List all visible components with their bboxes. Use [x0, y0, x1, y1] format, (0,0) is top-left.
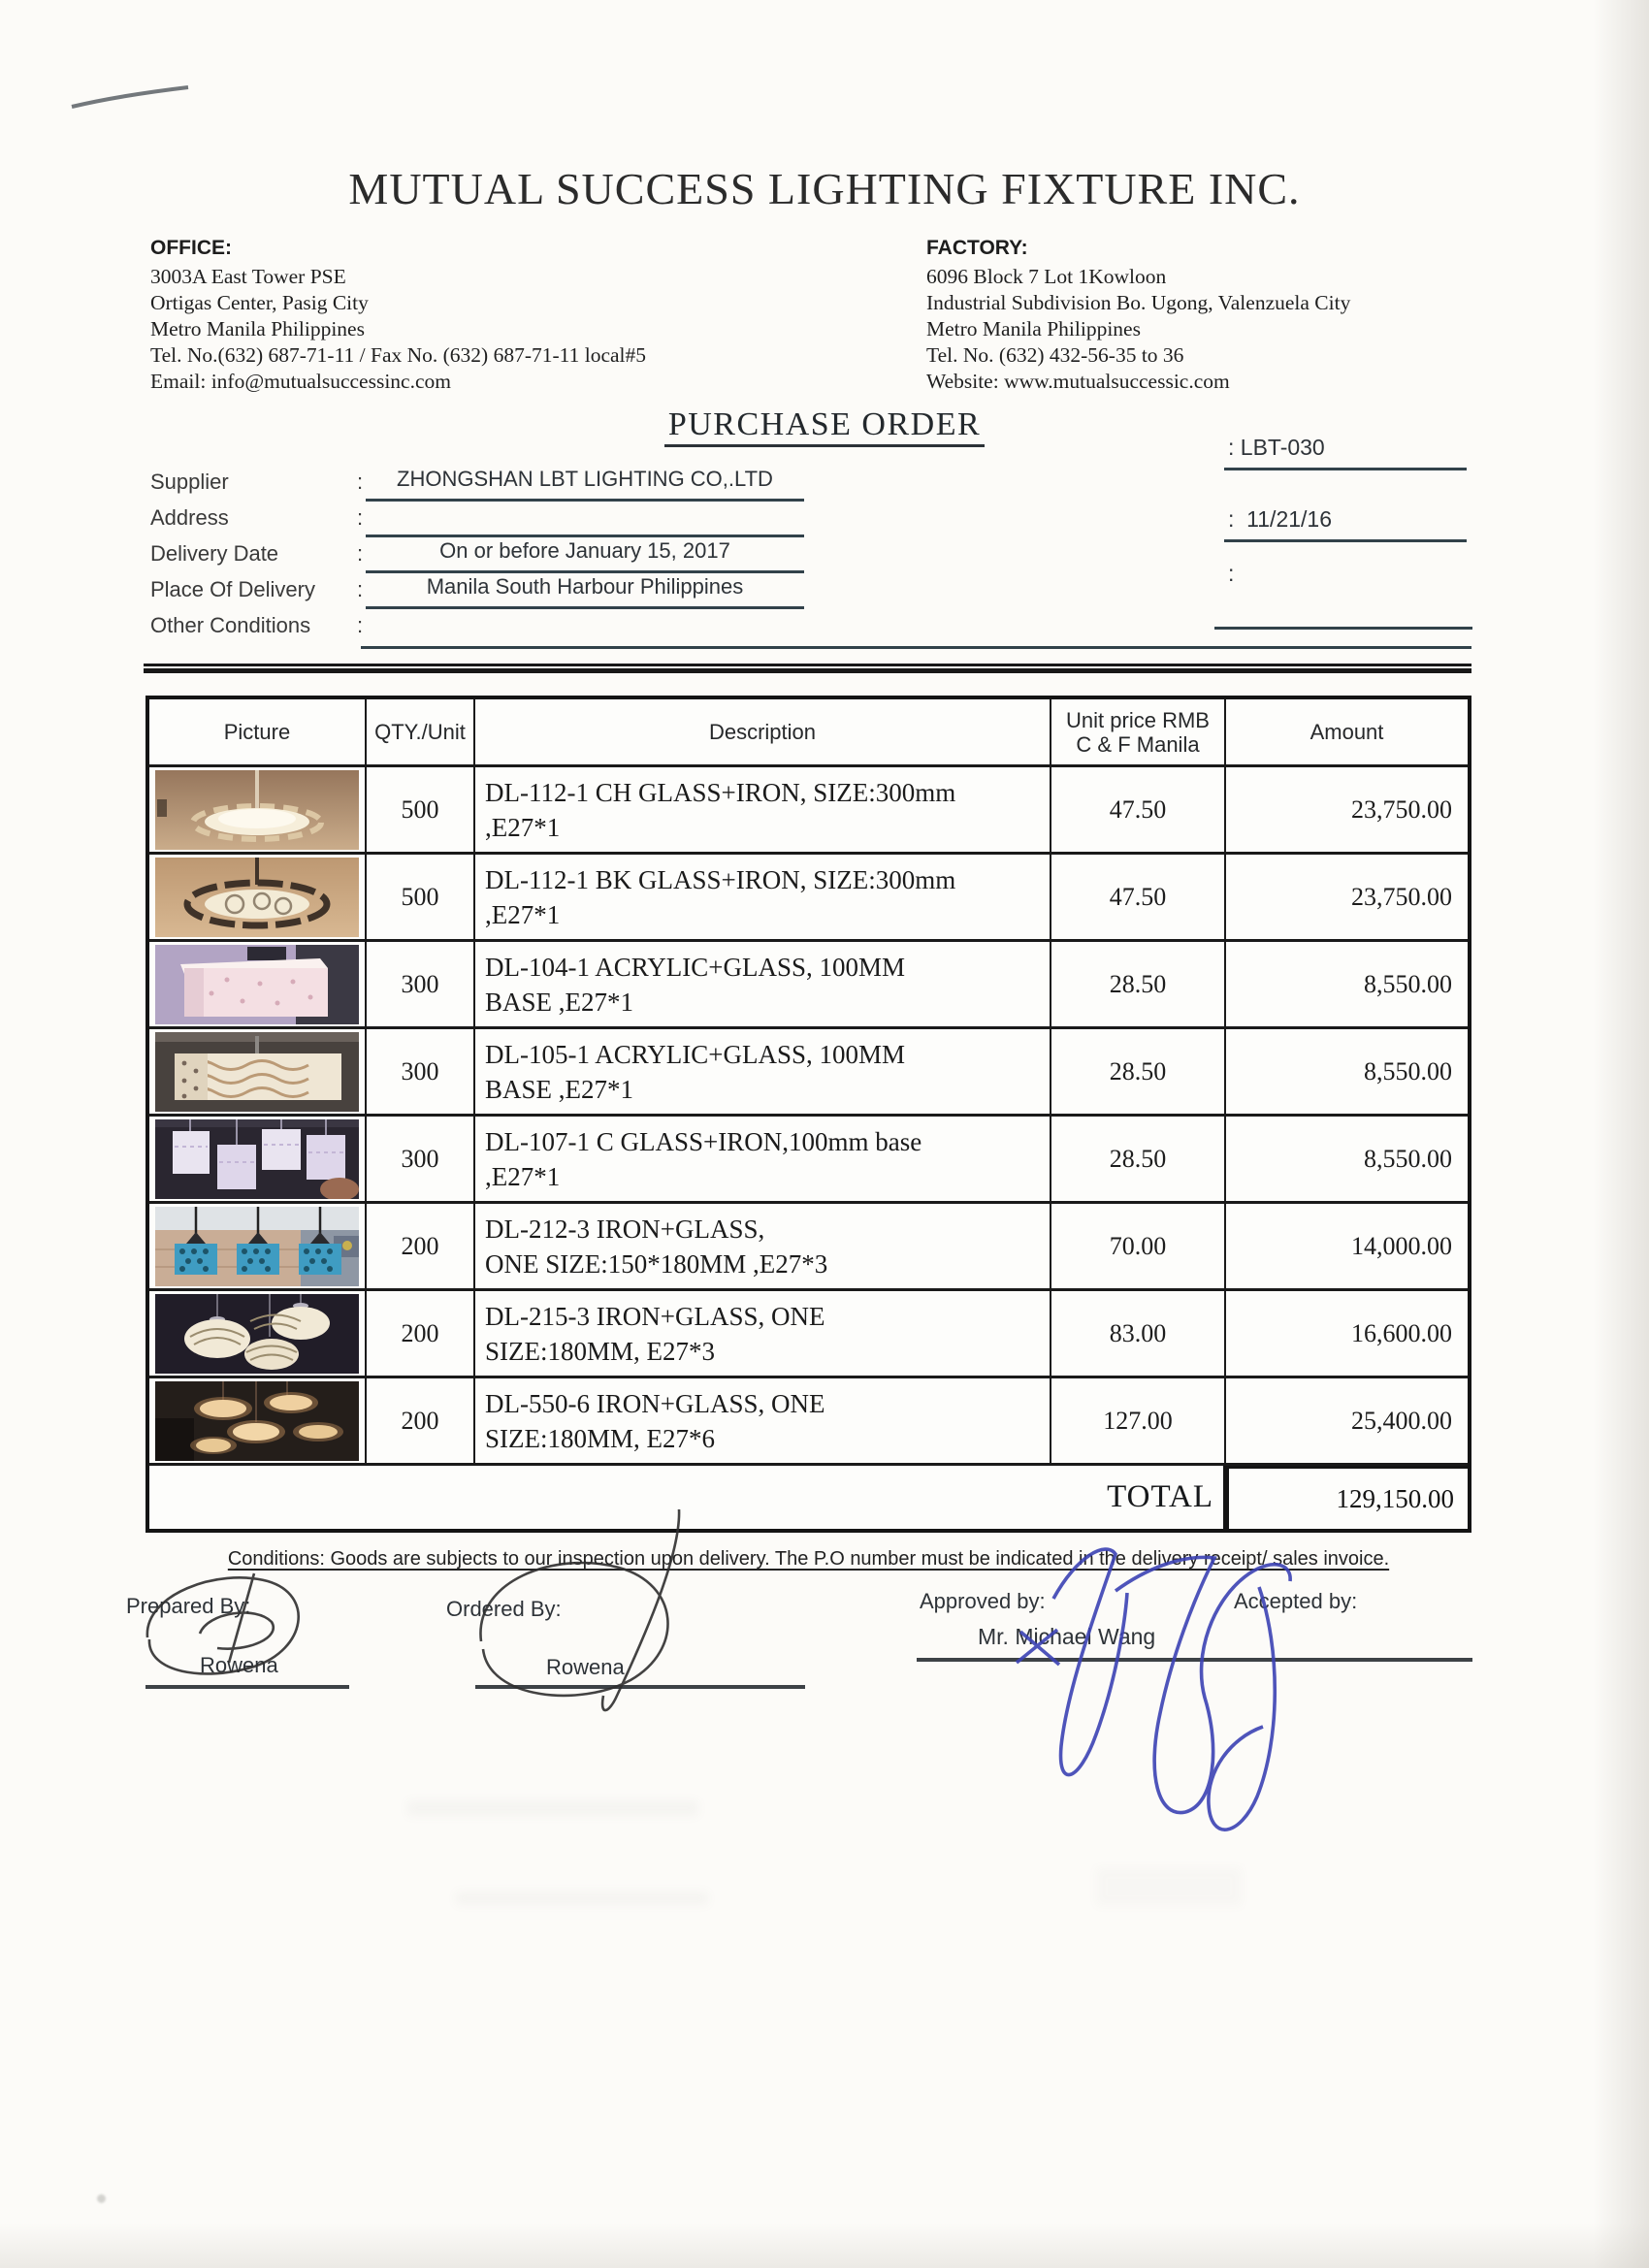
description-line2: BASE ,E27*1	[485, 1074, 634, 1104]
approved-by-name: Mr. Michael Wang	[978, 1624, 1156, 1649]
prepared-by-label: Prepared By:	[126, 1594, 251, 1618]
office-label: OFFICE:	[150, 237, 232, 259]
scan-edge-shading-bottom	[0, 2223, 1649, 2268]
table-total-amount: 129,150.00	[1226, 1466, 1468, 1529]
description-line2: ,E27*1	[485, 812, 561, 842]
prepared-by-name: Rowena	[200, 1653, 278, 1677]
field-colon: :	[357, 577, 364, 601]
po-date-colon: :	[1228, 506, 1235, 532]
table-header-unit-price	[1051, 699, 1226, 767]
chrome-disc-pendant-photo	[155, 770, 359, 850]
table-cell-qty: 300	[367, 1029, 475, 1117]
factory-line: Tel. No. (632) 432-56-35 to 36	[926, 343, 1184, 367]
blue-honeycomb-pendants-photo	[155, 1207, 359, 1286]
field-value-supplier: ZHONGSHAN LBT LIGHTING CO,.LTD	[397, 467, 773, 491]
table-cell-qty: 500	[367, 855, 475, 942]
acrylic-patterned-lamp-photo	[155, 1032, 359, 1112]
field-underline	[366, 606, 804, 609]
table-cell-amount: 8,550.00	[1226, 1117, 1468, 1204]
table-cell-description	[475, 1029, 1051, 1117]
table-cell-qty: 300	[367, 1117, 475, 1204]
scan-smudge	[1096, 1867, 1242, 1906]
table-cell-description	[475, 1291, 1051, 1378]
acrylic-box-lamp-photo	[155, 945, 359, 1024]
scan-edge-shading-right	[1593, 0, 1649, 2268]
po-date	[1228, 506, 1332, 533]
glowing-disc-ceiling-photo	[155, 1381, 359, 1461]
office-address-block	[150, 235, 694, 395]
ordered-by-signature-line	[475, 1685, 805, 1689]
table-row-picture	[149, 855, 367, 942]
description-line2: ,E27*1	[485, 899, 561, 929]
field-underline-long	[361, 646, 1471, 649]
approved-accepted-signature-line	[917, 1658, 1472, 1662]
table-row-picture	[149, 1029, 367, 1117]
field-colon: :	[357, 470, 364, 494]
table-row-picture	[149, 1117, 367, 1204]
approved-by-label: Approved by:	[920, 1589, 1046, 1613]
po-extra-underline	[1214, 627, 1472, 630]
field-underline	[366, 499, 804, 502]
white-swirl-pendants-photo	[155, 1294, 359, 1374]
drum-shade-pendants-photo	[155, 1119, 359, 1199]
field-value-delivery-date: On or before January 15, 2017	[439, 538, 730, 563]
stray-pen-mark	[72, 87, 188, 107]
table-cell-unit-price: 28.50	[1051, 1029, 1226, 1117]
table-header-qty: QTY./Unit	[367, 699, 475, 767]
table-total-label: TOTAL	[149, 1466, 1226, 1529]
table-cell-amount: 8,550.00	[1226, 1029, 1468, 1117]
scan-smudge	[456, 1892, 708, 1905]
table-cell-description	[475, 855, 1051, 942]
table-cell-amount: 14,000.00	[1226, 1204, 1468, 1291]
description-line1: DL-215-3 IRON+GLASS, ONE	[485, 1301, 825, 1331]
table-cell-unit-price: 47.50	[1051, 767, 1226, 855]
ordered-by-name: Rowena	[546, 1655, 625, 1679]
table-cell-description	[475, 1204, 1051, 1291]
field-value-place-of-delivery: Manila South Harbour Philippines	[426, 574, 744, 599]
unit-price-header-line1: Unit price RMB	[1066, 707, 1210, 732]
factory-line: 6096 Block 7 Lot 1Kowloon	[926, 265, 1167, 288]
factory-line: Industrial Subdivision Bo. Ugong, Valenzuela City	[926, 291, 1351, 314]
field-label-address: Address	[150, 505, 229, 530]
field-underline	[366, 570, 804, 573]
table-cell-unit-price: 127.00	[1051, 1378, 1226, 1466]
table-cell-description	[475, 1117, 1051, 1204]
field-colon: :	[357, 541, 364, 566]
table-cell-amount: 25,400.00	[1226, 1378, 1468, 1466]
table-cell-unit-price: 83.00	[1051, 1291, 1226, 1378]
po-number-value: LBT-030	[1240, 435, 1325, 460]
field-colon: :	[357, 505, 364, 530]
company-title: MUTUAL SUCCESS LIGHTING FIXTURE INC.	[348, 164, 1301, 213]
table-cell-description	[475, 942, 1051, 1029]
table-cell-amount: 23,750.00	[1226, 855, 1468, 942]
table-cell-description	[475, 1378, 1051, 1466]
prepared-by-signature-line	[146, 1685, 349, 1689]
description-line2: BASE ,E27*1	[485, 987, 634, 1017]
field-label-supplier: Supplier	[150, 470, 229, 494]
factory-line: Metro Manila Philippines	[926, 317, 1141, 340]
table-cell-amount: 16,600.00	[1226, 1291, 1468, 1378]
description-line1: DL-550-6 IRON+GLASS, ONE	[485, 1388, 825, 1418]
table-row-picture	[149, 1204, 367, 1291]
table-cell-qty: 300	[367, 942, 475, 1029]
field-colon: :	[357, 613, 364, 637]
table-cell-description	[475, 767, 1051, 855]
ordered-by-label: Ordered By:	[446, 1597, 562, 1621]
table-cell-unit-price: 28.50	[1051, 1117, 1226, 1204]
table-cell-qty: 200	[367, 1204, 475, 1291]
table-header-picture: Picture	[149, 699, 367, 767]
table-cell-amount: 23,750.00	[1226, 767, 1468, 855]
field-label-delivery-date: Delivery Date	[150, 541, 279, 566]
table-row-picture	[149, 1378, 367, 1466]
description-line2: SIZE:180MM, E27*6	[485, 1423, 716, 1453]
table-cell-unit-price: 47.50	[1051, 855, 1226, 942]
accepted-by-label: Accepted by:	[1234, 1589, 1358, 1613]
field-label-other-conditions: Other Conditions	[150, 613, 311, 637]
items-table	[146, 696, 1471, 1533]
office-line: Tel. No.(632) 687-71-11 / Fax No. (632) 687-71-11 local#5	[150, 343, 647, 367]
factory-line: Website: www.mutualsuccessic.com	[926, 370, 1230, 393]
description-line2: ,E27*1	[485, 1161, 561, 1191]
table-cell-amount: 8,550.00	[1226, 942, 1468, 1029]
table-cell-qty: 200	[367, 1291, 475, 1378]
office-line: 3003A East Tower PSE	[150, 265, 346, 288]
office-line: Metro Manila Philippines	[150, 317, 365, 340]
office-line: Ortigas Center, Pasig City	[150, 291, 369, 314]
table-row-picture	[149, 942, 367, 1029]
description-line1: DL-105-1 ACRYLIC+GLASS, 100MM	[485, 1039, 906, 1069]
description-line1: DL-112-1 BK GLASS+IRON, SIZE:300mm	[485, 864, 956, 894]
po-extra-colon: :	[1228, 561, 1235, 586]
scan-smudge	[407, 1800, 698, 1816]
table-row-picture	[149, 767, 367, 855]
document-title: PURCHASE ORDER	[0, 406, 1649, 447]
field-underline	[366, 535, 804, 537]
po-number-colon: :	[1228, 435, 1235, 460]
table-header-amount: Amount	[1226, 699, 1468, 767]
factory-address-block	[926, 235, 1470, 395]
conditions-note: Conditions: Goods are subjects to our inspection upon delivery. The P.O number must be indicated in the delivery receipt/ sales invoice.	[227, 1548, 1390, 1570]
table-row-picture	[149, 1291, 367, 1378]
table-cell-qty: 200	[367, 1378, 475, 1466]
factory-label: FACTORY:	[926, 237, 1028, 259]
field-label-place-of-delivery: Place Of Delivery	[150, 577, 315, 601]
po-date-value: 11/21/16	[1246, 506, 1332, 532]
description-line1: DL-107-1 C GLASS+IRON,100mm base	[485, 1126, 922, 1156]
office-line: Email: info@mutualsuccessinc.com	[150, 370, 451, 393]
description-line1: DL-212-3 IRON+GLASS,	[485, 1214, 765, 1244]
scan-speck	[97, 2194, 106, 2203]
po-date-underline	[1224, 539, 1467, 542]
table-cell-unit-price: 28.50	[1051, 942, 1226, 1029]
description-line2: SIZE:180MM, E27*3	[485, 1336, 716, 1366]
po-number	[1228, 435, 1325, 461]
table-cell-qty: 500	[367, 767, 475, 855]
description-line1: DL-104-1 ACRYLIC+GLASS, 100MM	[485, 952, 906, 982]
description-line1: DL-112-1 CH GLASS+IRON, SIZE:300mm	[485, 777, 956, 807]
po-number-underline	[1224, 468, 1467, 470]
unit-price-header-line2: C & F Manila	[1076, 731, 1200, 757]
description-line2: ONE SIZE:150*180MM ,E27*3	[485, 1248, 828, 1279]
black-iron-disc-pendant-photo	[155, 858, 359, 937]
table-header-description: Description	[475, 699, 1051, 767]
section-divider-rule	[144, 664, 1471, 673]
table-cell-unit-price: 70.00	[1051, 1204, 1226, 1291]
